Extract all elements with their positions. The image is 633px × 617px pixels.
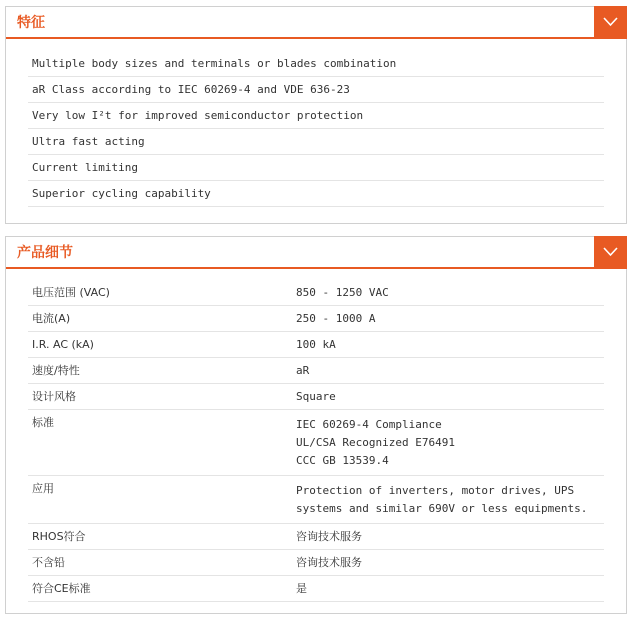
spec-value-line: CCC GB 13539.4 — [296, 454, 389, 467]
features-panel-header — [6, 7, 626, 39]
spec-label: RHOS符合 — [32, 530, 86, 543]
spec-value — [296, 280, 604, 305]
spec-value — [296, 332, 604, 357]
features-list — [6, 39, 626, 207]
spec-label: 不含铅 — [32, 556, 65, 569]
feature-item: Ultra fast acting — [28, 129, 604, 155]
chevron-down-icon — [603, 17, 618, 27]
spec-value — [296, 550, 604, 575]
spec-label: I.R. AC (kA) — [32, 338, 94, 351]
details-table — [6, 269, 626, 602]
feature-item: aR Class according to IEC 60269-4 and VDE 636-23 — [28, 77, 604, 103]
features-toggle-button[interactable] — [594, 6, 627, 39]
spec-label: 电流(A) — [32, 312, 71, 325]
spec-value-line: 850 - 1250 VAC — [296, 286, 389, 299]
feature-item: Current limiting — [28, 155, 604, 181]
details-panel — [5, 236, 627, 614]
table-row — [28, 280, 604, 306]
spec-value-line: UL/CSA Recognized E76491 — [296, 436, 455, 449]
table-row — [28, 332, 604, 358]
spec-value-line: IEC 60269-4 Compliance — [296, 418, 442, 431]
features-panel-title: 特征 — [17, 15, 45, 31]
spec-value — [296, 476, 604, 523]
spec-label: 符合CE标准 — [32, 582, 91, 595]
spec-value — [296, 384, 604, 409]
spec-value — [296, 358, 604, 383]
table-row — [28, 410, 604, 476]
spec-label: 电压范围 (VAC) — [32, 286, 110, 299]
chevron-down-icon — [603, 247, 618, 257]
details-panel-header — [6, 237, 626, 269]
spec-value-line: 咨询技术服务 — [296, 556, 362, 569]
spec-value — [296, 576, 604, 601]
details-toggle-button[interactable] — [594, 236, 627, 269]
table-row — [28, 358, 604, 384]
spec-label: 应用 — [32, 482, 54, 495]
details-panel-title: 产品细节 — [17, 245, 73, 261]
table-row — [28, 524, 604, 550]
spec-value-line: aR — [296, 364, 310, 377]
spec-value-line: Protection of inverters, motor drives, UPS — [296, 484, 575, 497]
table-row — [28, 306, 604, 332]
table-row — [28, 476, 604, 524]
spec-value — [296, 410, 604, 475]
spec-value — [296, 306, 604, 331]
spec-label: 标准 — [32, 416, 54, 429]
features-panel — [5, 6, 627, 224]
spec-value-line: 咨询技术服务 — [296, 530, 362, 543]
spec-value-line: 100 kA — [296, 338, 336, 351]
spec-value-line: 250 - 1000 A — [296, 312, 376, 325]
spec-label: 速度/特性 — [32, 364, 80, 377]
table-row — [28, 384, 604, 410]
spec-value-line: Square — [296, 390, 336, 403]
feature-item: Superior cycling capability — [28, 181, 604, 207]
spec-value-line: 是 — [296, 582, 307, 595]
feature-item: Multiple body sizes and terminals or blades combination — [28, 51, 604, 77]
feature-item: Very low I²t for improved semiconductor protection — [28, 103, 604, 129]
table-row — [28, 550, 604, 576]
table-row — [28, 576, 604, 602]
spec-label: 设计风格 — [32, 390, 76, 403]
spec-value-line: systems and similar 690V or less equipments. — [296, 502, 588, 515]
spec-value — [296, 524, 604, 549]
